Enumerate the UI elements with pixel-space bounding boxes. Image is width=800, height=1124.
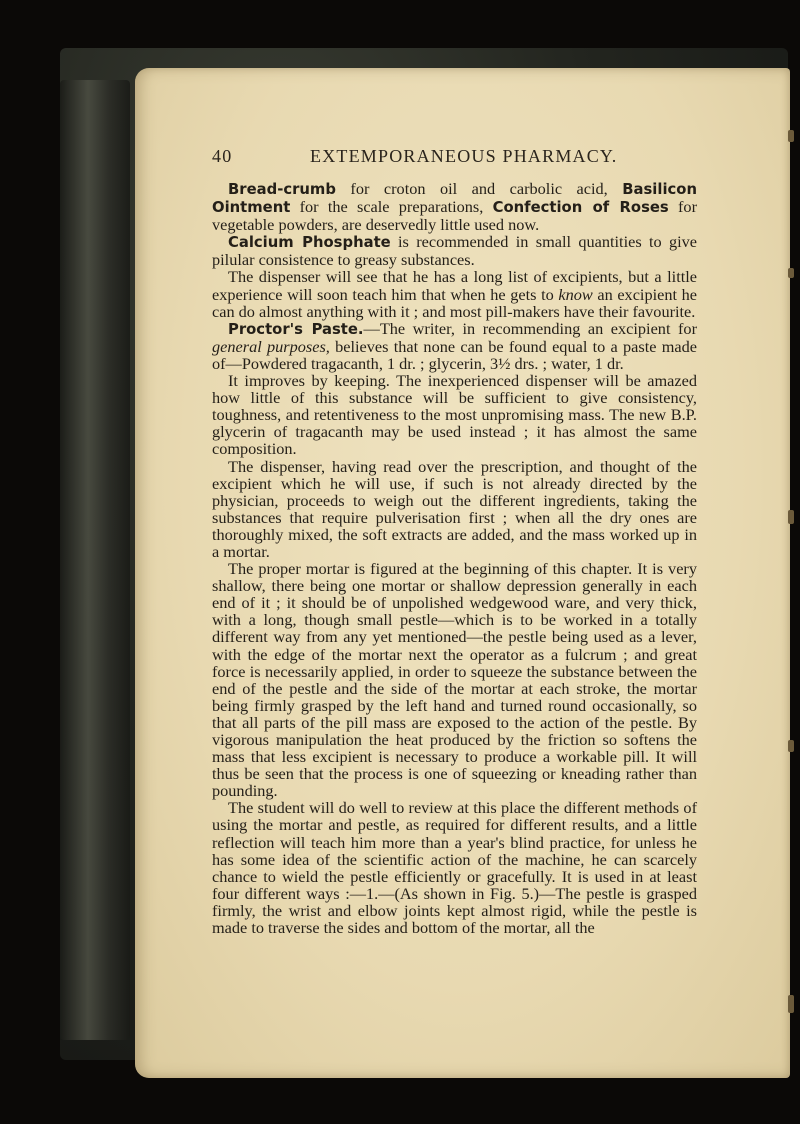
bold-term: Bread-crumb xyxy=(228,181,336,198)
book-spine-edge xyxy=(60,80,130,1040)
bold-term: Proctor's Paste. xyxy=(228,320,364,338)
text-run: The proper mortar is figured at the beginning of this chapter. It is very shallow, there being one mortar or shallow depression generally in each end of it ; it should be of unpolished wedgewood ware, and very thick, with a long, though small pestle—which is to be worked in a totally different way from any yet mentioned—the pestle being used as a lever, with the edge of the mortar next the operator as a fulcrum ; and great force is necessarily applied, in order to squeeze the substance between the end of the pestle and the side of the mortar at each stroke, the mortar being firmly grasped by the left hand and turned round occasionally, so that all parts of the pill mass are exposed to the action of the pestle. By vigorous manipulation the heat produced by the friction so softens the mass that less excipient is necessary to produce a workable pill. It will thus be seen that the process is one of squeezing or kneading rather than pounding. xyxy=(212,559,697,801)
italic-term: know xyxy=(558,284,593,304)
body-text xyxy=(212,180,697,936)
page-edge-mark xyxy=(788,130,794,142)
text-run: believes that none can be found equal to a paste made of—Powdered tragacanth, 1 dr. ; glycerin, 3½ drs. ; water, 1 dr. xyxy=(212,336,698,373)
text-run: The dispenser, having read over the prescription, and thought of the excipient which he will use, if such is not already directed by the physician, proceeds to weigh out the different ingredients, taking the substances that require pulverisation first ; when all the dry ones are thoroughly mixed, the soft extracts are added, and the mass worked up in a mortar. xyxy=(212,456,697,561)
text-run: —The writer, in recommending an excipient for xyxy=(363,318,697,338)
text-run: The student will do well to review at this place the different methods of using the mortar and pestle, as required for different results, and a little reflection will teach him more than a year's blind practice, for unless he has some idea of the scientific action of the machine, he can scarcely chance to wield the pestle efficiently or gracefully. It is used in at least four different ways :—1.—(As shown in Fig. 5.)—The pestle is grasped firmly, the wrist and elbow joints kept almost rigid, while the pestle is made to traverse the sides and bottom of the mortar, all the xyxy=(212,798,697,938)
paragraph xyxy=(212,320,697,372)
bold-term: Calcium Phosphate xyxy=(228,234,391,252)
page-number: 40 xyxy=(212,146,233,166)
bold-term: Basilicon Ointment xyxy=(212,181,697,217)
text-run: for the scale preparations, xyxy=(290,197,493,217)
page-edge-mark xyxy=(788,268,794,278)
text-run: It improves by keeping. The inexperienced dispenser will be amazed how little of this substance will be sufficient to give consistency, toughness, and retentiveness to the most unpromising mass. The new B.P. glycerin of tragacanth may be used instead ; it has almost the same composition. xyxy=(212,371,697,459)
text-run: an excipient he can do almost anything with it ; and most pill-makers have their favourite. xyxy=(212,284,697,321)
italic-term: general purposes, xyxy=(212,336,330,356)
text-run: for vegetable powders, are deservedly little used now. xyxy=(212,197,697,235)
paragraph xyxy=(212,560,697,799)
text-run: is recommended in small quantities to give pilular consistence to greasy substances. xyxy=(212,232,698,270)
paragraph xyxy=(212,799,697,936)
bold-term: Confection of Roses xyxy=(492,199,669,217)
text-run: The dispenser will see that he has a long list of excipients, but a little experience will soon teach him that when he gets to xyxy=(212,267,697,304)
paragraph xyxy=(212,458,697,561)
text-run: for croton oil and carbolic acid, xyxy=(335,179,623,198)
page-edge-mark xyxy=(788,995,794,1013)
running-header xyxy=(212,146,732,170)
page-edge-mark xyxy=(788,510,794,524)
paragraph xyxy=(212,372,697,457)
page-edge-mark xyxy=(788,740,794,752)
running-head-title: EXTEMPORANEOUS PHARMACY. xyxy=(310,146,618,166)
paragraph xyxy=(212,180,697,233)
paragraph xyxy=(212,233,697,268)
paragraph xyxy=(212,268,697,319)
